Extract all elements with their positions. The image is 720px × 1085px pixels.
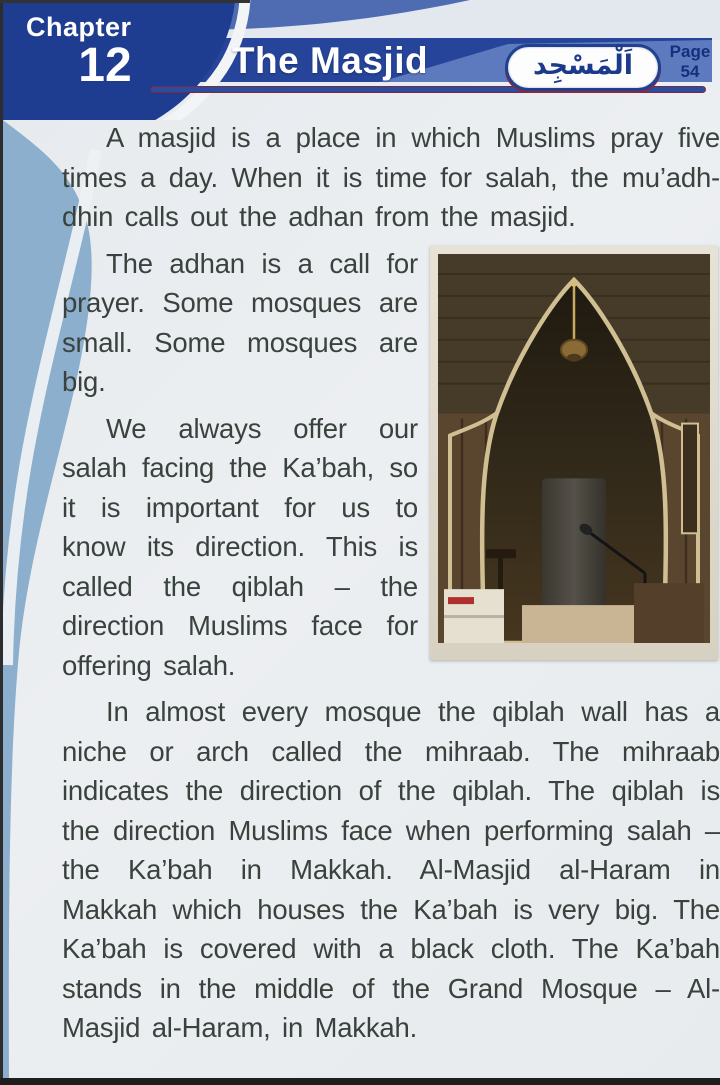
lesson-text [62, 118, 720, 1055]
side-door [682, 423, 698, 533]
paragraph-4: In almost every mosque the qiblah wall has a niche or arch called the mihraab. The mihraab indicates the direction of the qiblah. The qiblah is the direction Muslims face when performing salah – the Ka’bah in Makkah. Al-Masjid al-Haram in Makkah which houses the Ka’bah is very big. The Ka’bah is covered with a black cloth. The Ka’bah stands in the middle of the Grand Mosque – Al-Masjid al-Haram, in Makkah. [62, 696, 720, 1043]
mosque-photo [430, 246, 718, 660]
mihraab-photo-illustration [438, 254, 710, 643]
page-number: 54 [680, 62, 700, 81]
red-item [448, 597, 474, 604]
arabic-title: اَلْمَسْجِد [532, 50, 634, 81]
page-indicator [663, 42, 717, 82]
paragraph-3: We always offer our salah facing the Ka’bah, so it is important for us to know its direction. This is called the qiblah – the direction Muslims face for offering salah. [62, 412, 418, 681]
shelf-line [444, 615, 504, 618]
chapter-number: 12 [78, 39, 132, 92]
beige-table [522, 605, 634, 643]
page-label: Page [669, 42, 711, 61]
paragraph-1: A masjid is a place in which Muslims pray five times a day. When it is time for salah, the mu’adh-dhin calls out the adhan from the masjid. [62, 122, 720, 232]
wood-cabinet [634, 583, 704, 643]
scan-edge-left [0, 0, 3, 1085]
chapter-label: Chapter [26, 12, 132, 42]
page-title: The Masjid [231, 40, 429, 81]
scan-edge-top [0, 0, 250, 3]
arabic-title-pill [505, 44, 661, 91]
scan-edge-bottom [0, 1078, 720, 1085]
paragraph-2: The adhan is a call for prayer. Some mosques are small. Some mosques are big. [62, 247, 418, 397]
